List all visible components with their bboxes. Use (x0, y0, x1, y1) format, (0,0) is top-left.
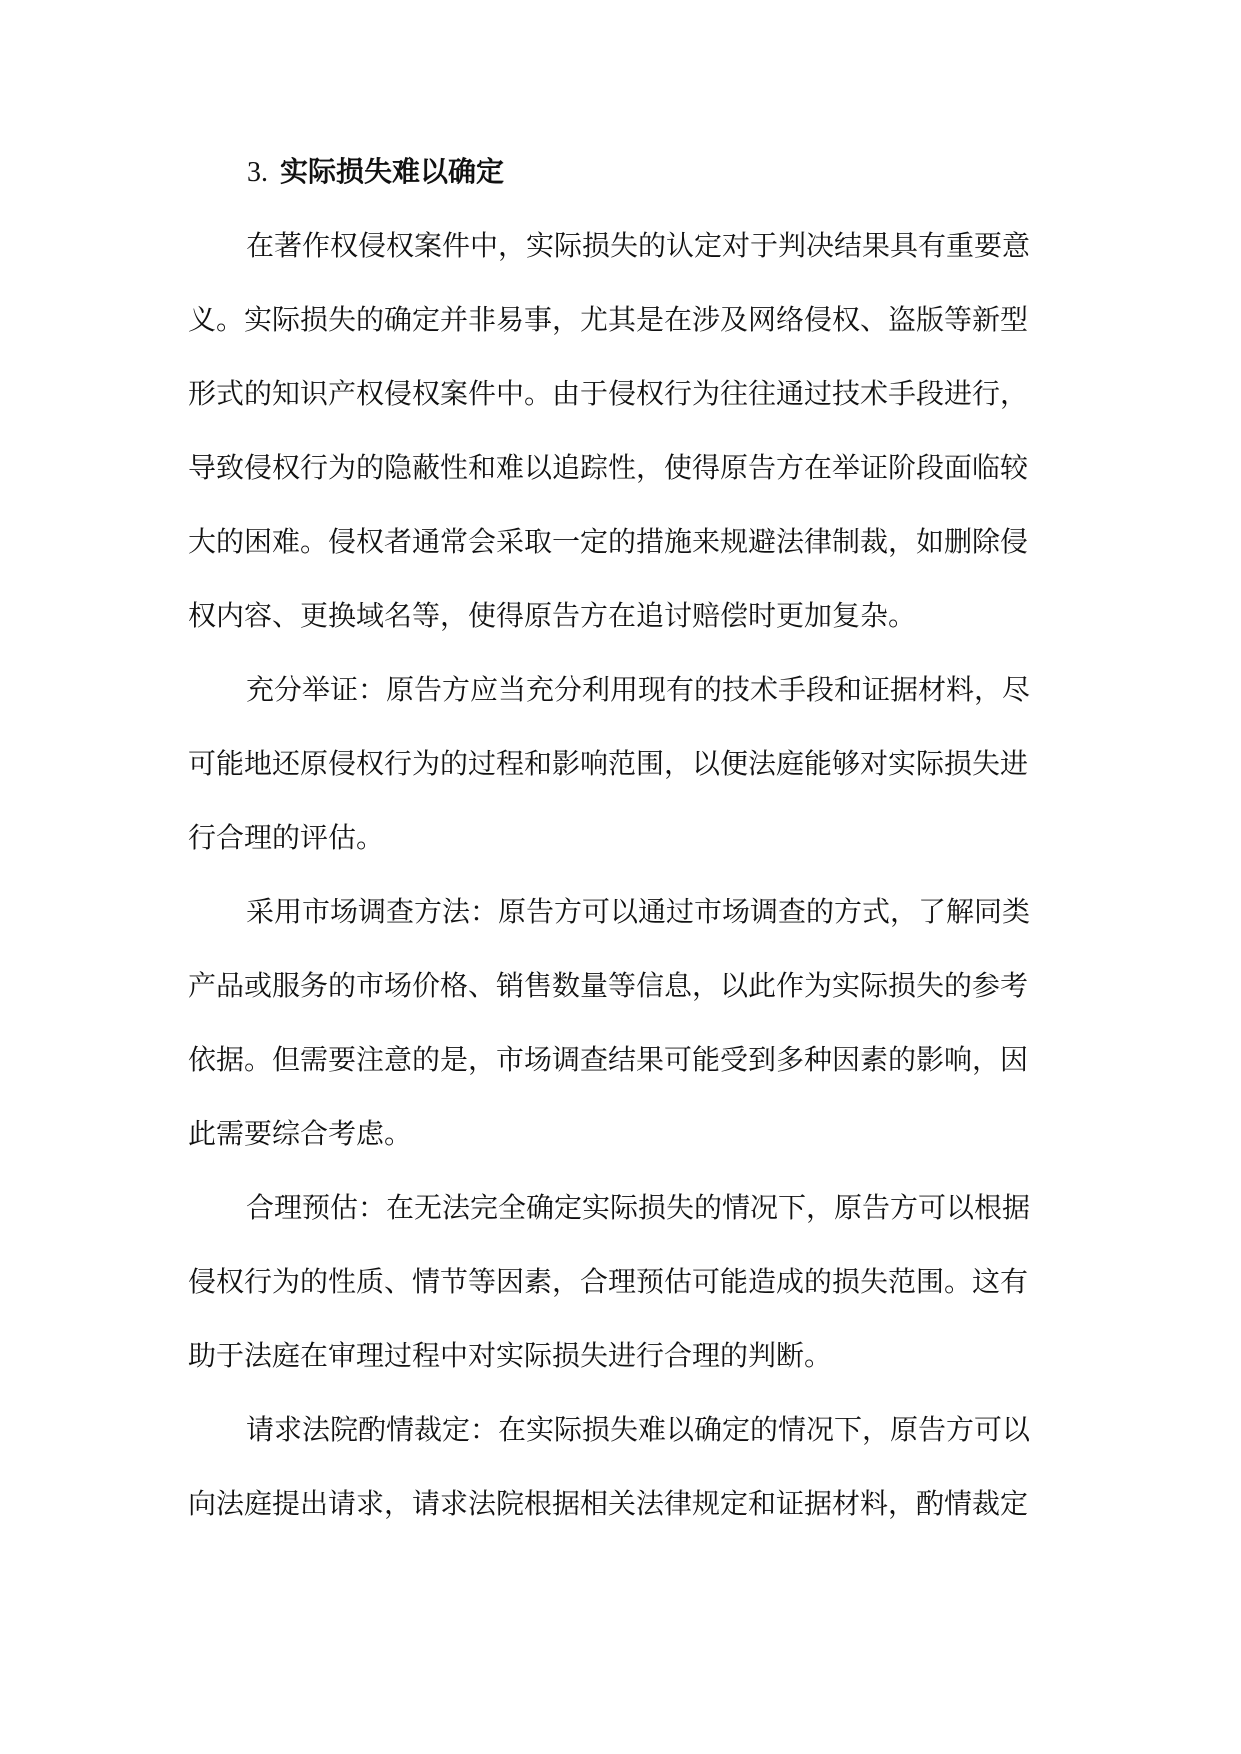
paragraph-reasonable-estimate (188, 1182, 1068, 1404)
paragraph-line: 义。实际损失的确定并非易事，尤其是在涉及网络侵权、盗版等新型 (188, 303, 1029, 336)
paragraph-court-discretion (188, 1404, 1068, 1552)
paragraph-line: 依据。但需要注意的是，市场调查结果可能受到多种因素的影响，因 (188, 1043, 1029, 1076)
paragraph-line: 采用市场调查方法：原告方可以通过市场调查的方式，了解同类 (246, 895, 1031, 928)
section-heading (247, 146, 1068, 198)
section-title: 实际损失难以确定 (280, 155, 505, 188)
paragraph-actual-loss (188, 220, 1068, 664)
paragraph-line: 助于法庭在审理过程中对实际损失进行合理的判断。 (188, 1339, 833, 1372)
paragraph-line: 合理预估：在无法完全确定实际损失的情况下，原告方可以根据 (246, 1191, 1031, 1224)
paragraph-market-survey (188, 886, 1068, 1182)
paragraph-line: 产品或服务的市场价格、销售数量等信息，以此作为实际损失的参考 (188, 969, 1029, 1002)
paragraph-line: 行合理的评估。 (188, 821, 385, 854)
paragraph-full-evidence (188, 664, 1068, 886)
paragraph-line: 可能地还原侵权行为的过程和影响范围，以便法庭能够对实际损失进 (188, 747, 1029, 780)
paragraph-line: 此需要综合考虑。 (188, 1117, 413, 1150)
paragraph-line: 充分举证：原告方应当充分利用现有的技术手段和证据材料，尽 (246, 673, 1031, 706)
paragraph-line: 在著作权侵权案件中，实际损失的认定对于判决结果具有重要意 (246, 229, 1031, 262)
document-body (188, 146, 1068, 1552)
paragraph-line: 向法庭提出请求，请求法院根据相关法律规定和证据材料，酌情裁定 (188, 1487, 1029, 1520)
paragraph-line: 权内容、更换域名等，使得原告方在追讨赔偿时更加复杂。 (188, 599, 917, 632)
paragraph-line: 形式的知识产权侵权案件中。由于侵权行为往往通过技术手段进行， (188, 377, 1029, 410)
paragraph-line: 导致侵权行为的隐蔽性和难以追踪性，使得原告方在举证阶段面临较 (188, 451, 1029, 484)
paragraph-line: 大的困难。侵权者通常会采取一定的措施来规避法律制裁，如删除侵 (188, 525, 1029, 558)
section-number: 3. (247, 157, 268, 188)
paragraph-line: 请求法院酌情裁定：在实际损失难以确定的情况下，原告方可以 (246, 1413, 1031, 1446)
paragraph-line: 侵权行为的性质、情节等因素，合理预估可能造成的损失范围。这有 (188, 1265, 1029, 1298)
